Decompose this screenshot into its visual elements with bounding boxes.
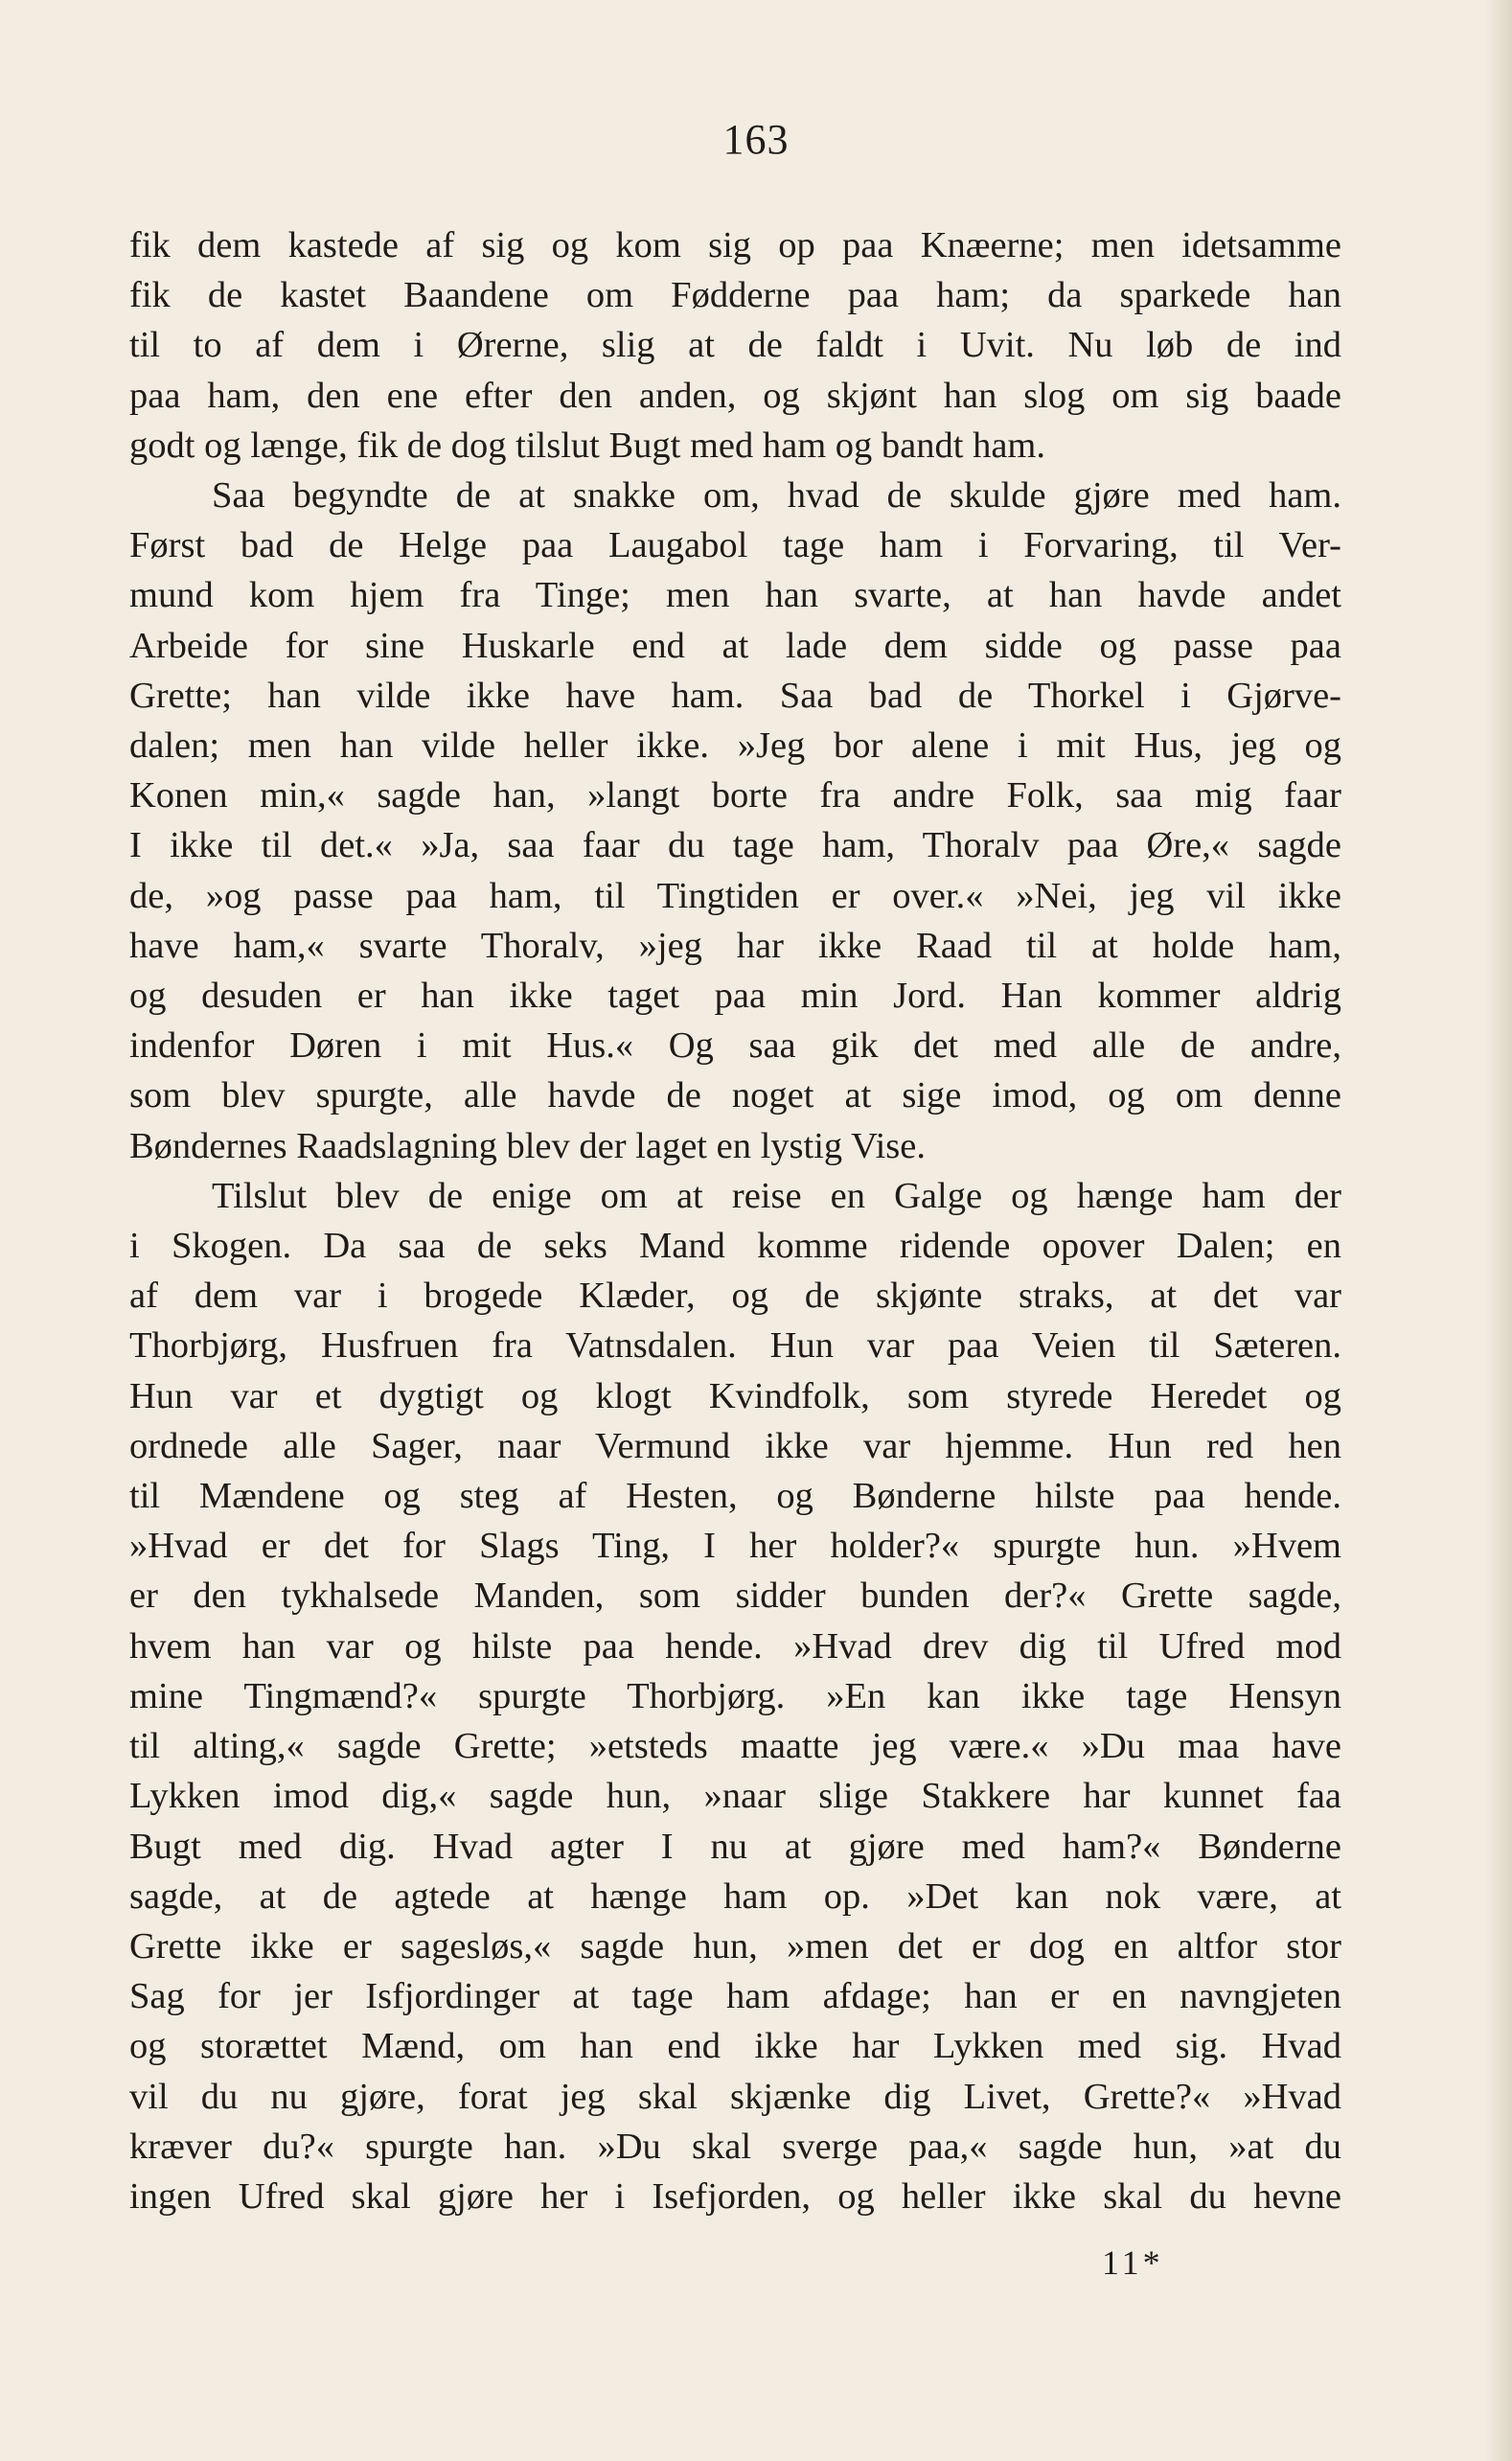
text-line: de, »og passe paa ham, til Tingtiden er over.« »Nei, jeg vil ikke [129, 875, 1341, 916]
text-line: Grette; han vilde ikke have ham. Saa bad de Thorkel i Gjørve- [129, 675, 1341, 716]
text-line: Sag for jer Isfjordinger at tage ham afdage; han er en navngjeten [129, 1976, 1341, 2017]
text-line: i Skogen. Da saa de seks Mand komme ridende opover Dalen; en [129, 1226, 1341, 1267]
text-line: Arbeide for sine Huskarle end at lade dem sidde og passe paa [129, 625, 1341, 666]
text-line: mund kom hjem fra Tinge; men han svarte, at han havde andet [129, 575, 1341, 616]
text-line: er den tykhalsede Manden, som sidder bunden der?« Grette sagde, [129, 1576, 1341, 1617]
text-line: »Hvad er det for Slags Ting, I her holder?« spurgte hun. »Hvem [129, 1526, 1341, 1567]
text-line: fik de kastet Baandene om Fødderne paa ham; da sparkede han [129, 275, 1341, 316]
text-line: Konen min,« sagde han, »langt borte fra andre Folk, saa mig faar [129, 775, 1341, 816]
text-line: dalen; men han vilde heller ikke. »Jeg bor alene i mit Hus, jeg og [129, 725, 1341, 767]
text-line: ordnede alle Sager, naar Vermund ikke var hjemme. Hun red hen [129, 1425, 1341, 1466]
text-line: til to af dem i Ørerne, slig at de faldt i Uvit. Nu løb de ind [129, 325, 1341, 366]
text-line: hvem han var og hilste paa hende. »Hvad drev dig til Ufred mod [129, 1625, 1341, 1667]
text-line: Tilslut blev de enige om at reise en Galge og hænge ham der [212, 1175, 1341, 1216]
text-line: til alting,« sagde Grette; »etsteds maatte jeg være.« »Du maa have [129, 1726, 1341, 1767]
text-line: Thorbjørg, Husfruen fra Vatnsdalen. Hun var paa Veien til Sæteren. [129, 1325, 1341, 1367]
text-line: Hun var et dygtigt og klogt Kvindfolk, som styrede Heredet og [129, 1375, 1341, 1416]
text-line: af dem var i brogede Klæder, og de skjønte straks, at det var [129, 1276, 1341, 1317]
text-line: have ham,« svarte Thoralv, »jeg har ikke Raad til at holde ham, [129, 925, 1341, 966]
text-line: godt og længe, fik de dog tilslut Bugt med ham og bandt ham. [129, 425, 1045, 466]
text-line: indenfor Døren i mit Hus.« Og saa gik det med alle de andre, [129, 1025, 1341, 1067]
text-line: som blev spurgte, alle havde de noget at sige imod, og om denne [129, 1075, 1341, 1116]
body-text [129, 220, 1341, 2221]
text-line: vil du nu gjøre, forat jeg skal skjænke dig Livet, Grette?« »Hvad [129, 2076, 1341, 2117]
text-line: Grette ikke er sagesløs,« sagde hun, »men det er dog en altfor stor [129, 1925, 1341, 1966]
signature-mark: 11* [1102, 2243, 1164, 2282]
text-line: Først bad de Helge paa Laugabol tage ham i Forvaring, til Ver- [129, 525, 1341, 566]
text-line: kræver du?« spurgte han. »Du skal sverge paa,« sagde hun, »at du [129, 2126, 1341, 2167]
text-line: Bugt med dig. Hvad agter I nu at gjøre med ham?« Bønderne [129, 1826, 1341, 1867]
text-line: sagde, at de agtede at hænge ham op. »Det kan nok være, at [129, 1875, 1341, 1917]
text-line: paa ham, den ene efter den anden, og skjønt han slog om sig baade [129, 375, 1341, 416]
text-line: ingen Ufred skal gjøre her i Isefjorden, og heller ikke skal du hevne [129, 2175, 1341, 2217]
text-line: og desuden er han ikke taget paa min Jord. Han kommer aldrig [129, 976, 1341, 1017]
text-line: til Mændene og steg af Hesten, og Bønderne hilste paa hende. [129, 1476, 1341, 1517]
text-line: fik dem kastede af sig og kom sig op paa Knæerne; men idetsamme [129, 225, 1341, 265]
text-line: og storættet Mænd, om han end ikke har Lykken med sig. Hvad [129, 2026, 1341, 2067]
text-line: Lykken imod dig,« sagde hun, »naar slige Stakkere har kunnet faa [129, 1776, 1341, 1817]
text-line: I ikke til det.« »Ja, saa faar du tage ham, Thoralv paa Øre,« sagde [129, 825, 1341, 866]
page-number: 163 [722, 116, 790, 163]
text-line: Bøndernes Raadslagning blev der laget en lystig Vise. [129, 1125, 926, 1166]
text-line: Saa begyndte de at snakke om, hvad de skulde gjøre med ham. [212, 475, 1341, 517]
text-line: mine Tingmænd?« spurgte Thorbjørg. »En kan ikke tage Hensyn [129, 1675, 1341, 1716]
